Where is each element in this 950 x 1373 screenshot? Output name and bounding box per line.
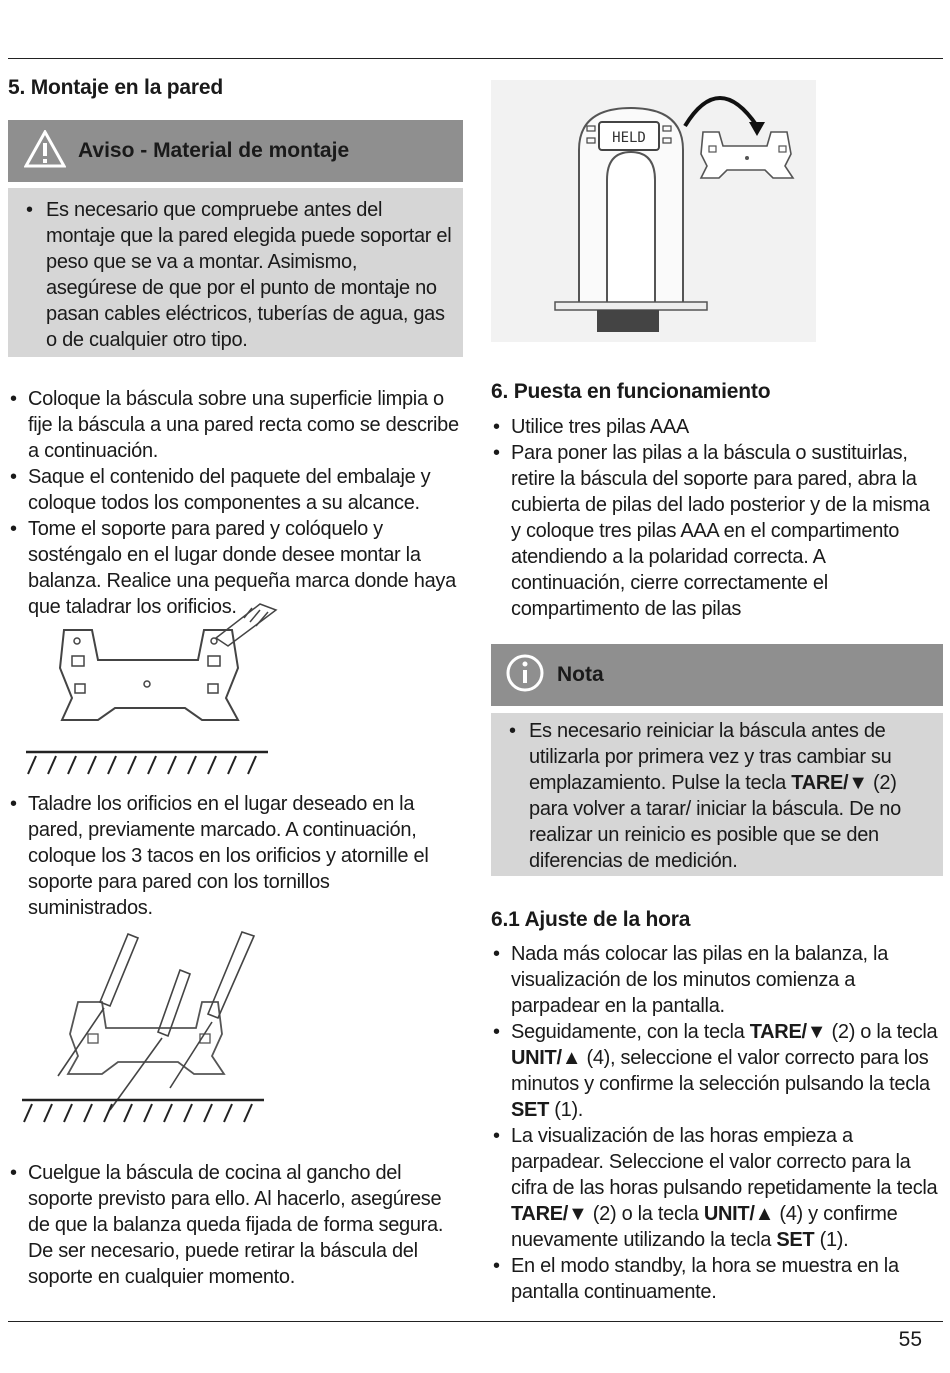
list-item: • Tome el soporte para pared y colóquelo y sosténgalo en el lugar donde desee montar la balanza. Realice una pequeña marca donde haya que taladrar los orificios. <box>8 516 460 620</box>
list-item: • Cuelgue la báscula de cocina al gancho del soporte previsto para ello. Al hacerlo, asegúrese de que la balanza queda fijada de forma segura. De ser necesario, puede retirar la báscula del soporte en cualquier momento. <box>8 1160 460 1290</box>
info-icon <box>505 653 545 698</box>
note-body <box>491 713 943 876</box>
section-5-title: 5. Montaje en la pared <box>8 76 223 99</box>
section-6-list <box>491 414 943 622</box>
list-item: • Para poner las pilas a la báscula o sustituirlas, retire la báscula del soporte para pared, abra la cubierta de pilas del lado posterior y de la misma y coloque tres pilas AAA en el compartimento atendiendo a la polaridad correcta. A continuación, cierre correctamente el compartimento de las pilas <box>491 440 943 622</box>
steps-list-a <box>8 386 460 620</box>
warning-icon <box>24 130 66 173</box>
warning-box <box>8 120 463 357</box>
note-box <box>491 644 943 876</box>
warning-item: • Es necesario que compruebe antes del montaje que la pared elegida puede soportar el peso que se va a montar. Asimismo, asegúrese de que por el punto de montaje no pasan cables eléctricos, tuberías de agua, gas o de cualquier otro tipo. <box>24 197 453 353</box>
page-number: 55 <box>898 1328 922 1351</box>
top-rule <box>8 58 943 59</box>
steps-list-c <box>8 1160 460 1290</box>
note-item: • Es necesario reiniciar la báscula antes de utilizarla por primera vez y tras cambiar su emplazamiento. Pulse la tecla TARE/▼ (2) para volver a tarar/ iniciar la báscula. De no realizar un reinicio es posible que se den diferencias de medición. <box>507 718 935 874</box>
scale-display-text: HELD <box>612 130 646 146</box>
bottom-rule <box>8 1321 943 1322</box>
list-item: • Saque el contenido del paquete del embalaje y coloque todos los componentes a su alcance. <box>8 464 460 516</box>
list-item: • Taladre los orificios en el lugar deseado en la pared, previamente marcado. A continuación, coloque los 3 tacos en los orificios y atornille el soporte para pared con los tornillos suministrados. <box>8 791 438 921</box>
list-item: • Utilice tres pilas AAA <box>491 414 943 440</box>
warning-header <box>8 120 463 182</box>
bracket-marking-figure <box>20 598 282 785</box>
section-6-1-list <box>491 941 943 1305</box>
warning-title: Aviso - Material de montaje <box>78 139 350 162</box>
warning-body <box>8 188 463 357</box>
section-6-1-title: 6.1 Ajuste de la hora <box>491 908 691 931</box>
steps-list-b <box>8 791 438 921</box>
bracket-screwing-figure <box>18 926 280 1131</box>
scale-hanging-figure <box>491 80 816 347</box>
list-item: • Nada más colocar las pilas en la balanza, la visualización de los minutos comienza a parpadear en la pantalla. <box>491 941 943 1019</box>
note-title: Nota <box>557 663 604 686</box>
left-column <box>8 76 463 620</box>
list-item: • La visualización de las horas empieza a parpadear. Seleccione el valor correcto para la cifra de las horas pulsando repetidamente la tecla TARE/▼ (2) o la tecla UNIT/▲ (4) y confirme nuevamente utilizando la tecla SET (1). <box>491 1123 943 1253</box>
list-item: • Coloque la báscula sobre una superficie limpia o fije la báscula a una pared recta como se describe a continuación. <box>8 386 460 464</box>
note-header <box>491 644 943 706</box>
right-column <box>491 380 943 1305</box>
list-item: • Seguidamente, con la tecla TARE/▼ (2) o la tecla UNIT/▲ (4), seleccione el valor correcto para los minutos y confirme la selección pulsando la tecla SET (1). <box>491 1019 943 1123</box>
section-6-title: 6. Puesta en funcionamiento <box>491 380 771 403</box>
list-item: • En el modo standby, la hora se muestra en la pantalla continuamente. <box>491 1253 943 1305</box>
